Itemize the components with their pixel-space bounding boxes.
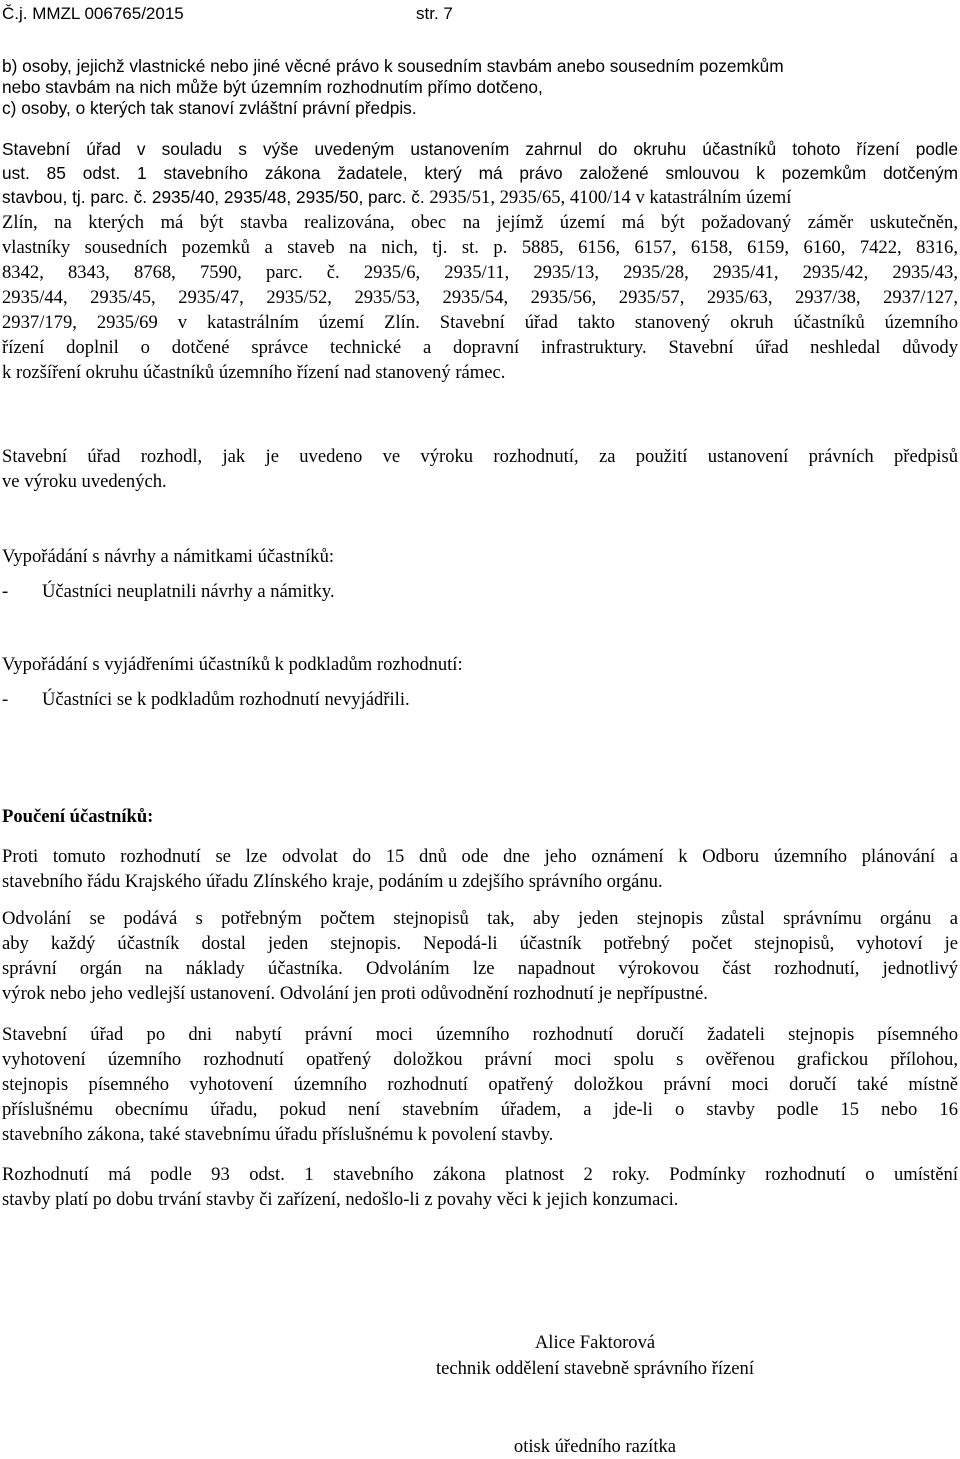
instruction-p4-line-1: Rozhodnutí má podle 93 odst. 1 stavebního zákona platnost 2 roky. Podmínky rozhodnutí o umístění (2, 1164, 958, 1185)
participants-line-3-sans: stavbou, tj. parc. č. 2935/40, 2935/48, 2935/50, parc. č. (2, 187, 425, 207)
reference-number: Č.j. MMZL 006765/2015 (2, 4, 184, 23)
statements-heading: Vypořádání s vyjádřeními účastníků k podkladům rozhodnutí: (2, 654, 463, 675)
participants-serif-line-5: 2937/179, 2935/69 v katastrálním území Zlín. Stavební úřad takto stanovený okruh účastníků územního (2, 312, 958, 333)
proposals-heading: Vypořádání s návrhy a námitkami účastníků: (2, 546, 335, 567)
participants-serif-line-3: 8342, 8343, 8768, 7590, parc. č. 2935/6, 2935/11, 2935/13, 2935/28, 2935/41, 2935/42, 2935/43, (2, 262, 958, 283)
intro-list (2, 56, 958, 119)
statements-dash: - (2, 689, 9, 710)
participants-line-3 (2, 185, 958, 210)
instruction-heading: Poučení účastníků: (2, 806, 154, 827)
instruction-p2-line-2: aby každý účastník dostal jeden stejnopis. Nepodá-li účastník potřebný počet stejnopisů, vyhotoví je (2, 933, 958, 954)
decision-paragraph (2, 444, 958, 494)
participants-serif-line-7: k rozšíření okruhu účastníků územního řízení nad stanovený rámec. (2, 362, 506, 383)
statements-section (2, 652, 958, 712)
participants-line-1: Stavební úřad v souladu s výše uvedeným ustanovením zahrnul do okruhu účastníků tohoto řízení podle (2, 139, 958, 159)
participants-line-3-serif: 2935/51, 2935/65, 4100/14 v katastrálním území (424, 187, 792, 208)
decision-line-1: Stavební úřad rozhodl, jak je uvedeno ve výroku rozhodnutí, za použití ustanovení právních předpisů (2, 446, 958, 467)
instruction-p2-line-3: správní orgán na náklady účastníka. Odvoláním lze napadnout výrokovou část rozhodnutí, jednotlivý (2, 958, 958, 979)
decision-line-2: ve výroku uvedených. (2, 471, 167, 492)
signature-name: Alice Faktorová (534, 1332, 656, 1353)
instruction-p3-line-4: příslušnému obecnímu úřadu, pokud není stavebním úřadem, a jde-li o stavby podle 15 nebo 16 (2, 1099, 958, 1120)
instruction-paragraph-4 (2, 1162, 958, 1212)
statements-item-text: Účastníci se k podkladům rozhodnutí nevyjádřili. (42, 689, 410, 710)
proposals-item (2, 579, 958, 604)
instruction-p2-line-4: výrok nebo jeho vedlejší ustanovení. Odvolání jen proti odůvodnění rozhodnutí je nepřípustné. (2, 983, 708, 1004)
signature-title: technik oddělení stavebně správního řízení (435, 1358, 755, 1379)
proposals-section (2, 544, 958, 604)
proposals-dash: - (2, 581, 9, 602)
instruction-p4-line-2: stavby platí po dobu trvání stavby či zařízení, nedošlo-li z povahy věci k jejich konzumaci. (2, 1189, 679, 1210)
instruction-p3-line-1: Stavební úřad po dni nabytí právní moci územního rozhodnutí doručí žadateli stejnopis písemného (2, 1024, 958, 1045)
instruction-paragraph-1 (2, 844, 958, 894)
instruction-p3-line-5: stavebního zákona, také stavebnímu úřadu příslušnému k povolení stavby. (2, 1124, 554, 1145)
stamp-label: otisk úředního razítka (513, 1436, 677, 1457)
intro-item-b: b) osoby, jejichž vlastnické nebo jiné věcné právo k sousedním stavbám anebo sousedním pozemkům (2, 56, 784, 76)
instruction-p1-line-2: stavebního řádu Krajského úřadu Zlínského kraje, podáním u zdejšího správního orgánu. (2, 871, 663, 892)
participants-paragraph-sans (2, 137, 958, 210)
instruction-p1-line-1: Proti tomuto rozhodnutí se lze odvolat do 15 dnů ode dne jeho oznámení k Odboru územního plánování a (2, 846, 958, 867)
page-number: str. 7 (416, 4, 453, 23)
participants-serif-line-2: vlastníky sousedních pozemků a staveb na nich, tj. st. p. 5885, 6156, 6157, 6158, 6159, 6160, 7422, 8316, (2, 237, 958, 258)
instruction-p2-line-1: Odvolání se podává s potřebným počtem stejnopisů tak, aby jeden stejnopis zůstal správnímu orgánu a (2, 908, 958, 929)
instruction-p3-line-3: stejnopis písemného vyhotovení územního rozhodnutí opatřený doložkou právní moci doručí také místně (2, 1074, 958, 1095)
instruction-paragraph-2 (2, 906, 958, 1006)
participants-serif-line-4: 2935/44, 2935/45, 2935/47, 2935/52, 2935/53, 2935/54, 2935/56, 2935/57, 2935/63, 2937/38, 2937/127, (2, 287, 958, 308)
instruction-paragraph-3 (2, 1022, 958, 1147)
participants-line-2: ust. 85 odst. 1 stavebního zákona žadatele, který má právo založené smlouvou k pozemkům dotčeným (2, 163, 958, 183)
intro-item-b-cont: nebo stavbám na nich může být územním rozhodnutím přímo dotčeno, (2, 77, 543, 97)
instruction-p3-line-2: vyhotovení územního rozhodnutí opatřený doložkou právní moci spolu s ověřenou grafickou přílohou, (2, 1049, 958, 1070)
participants-paragraph-serif (2, 210, 958, 385)
participants-serif-line-6: řízení doplnil o dotčené správce technické a dopravní infrastruktury. Stavební úřad neshledal důvody (2, 337, 958, 358)
proposals-item-text: Účastníci neuplatnili návrhy a námitky. (42, 581, 335, 602)
intro-item-c: c) osoby, o kterých tak stanoví zvláštní právní předpis. (2, 98, 417, 118)
statements-item (2, 687, 958, 712)
participants-serif-line-1: Zlín, na kterých má být stavba realizována, obec na jejímž území má být požadovaný záměr uskutečněn, (2, 212, 958, 233)
